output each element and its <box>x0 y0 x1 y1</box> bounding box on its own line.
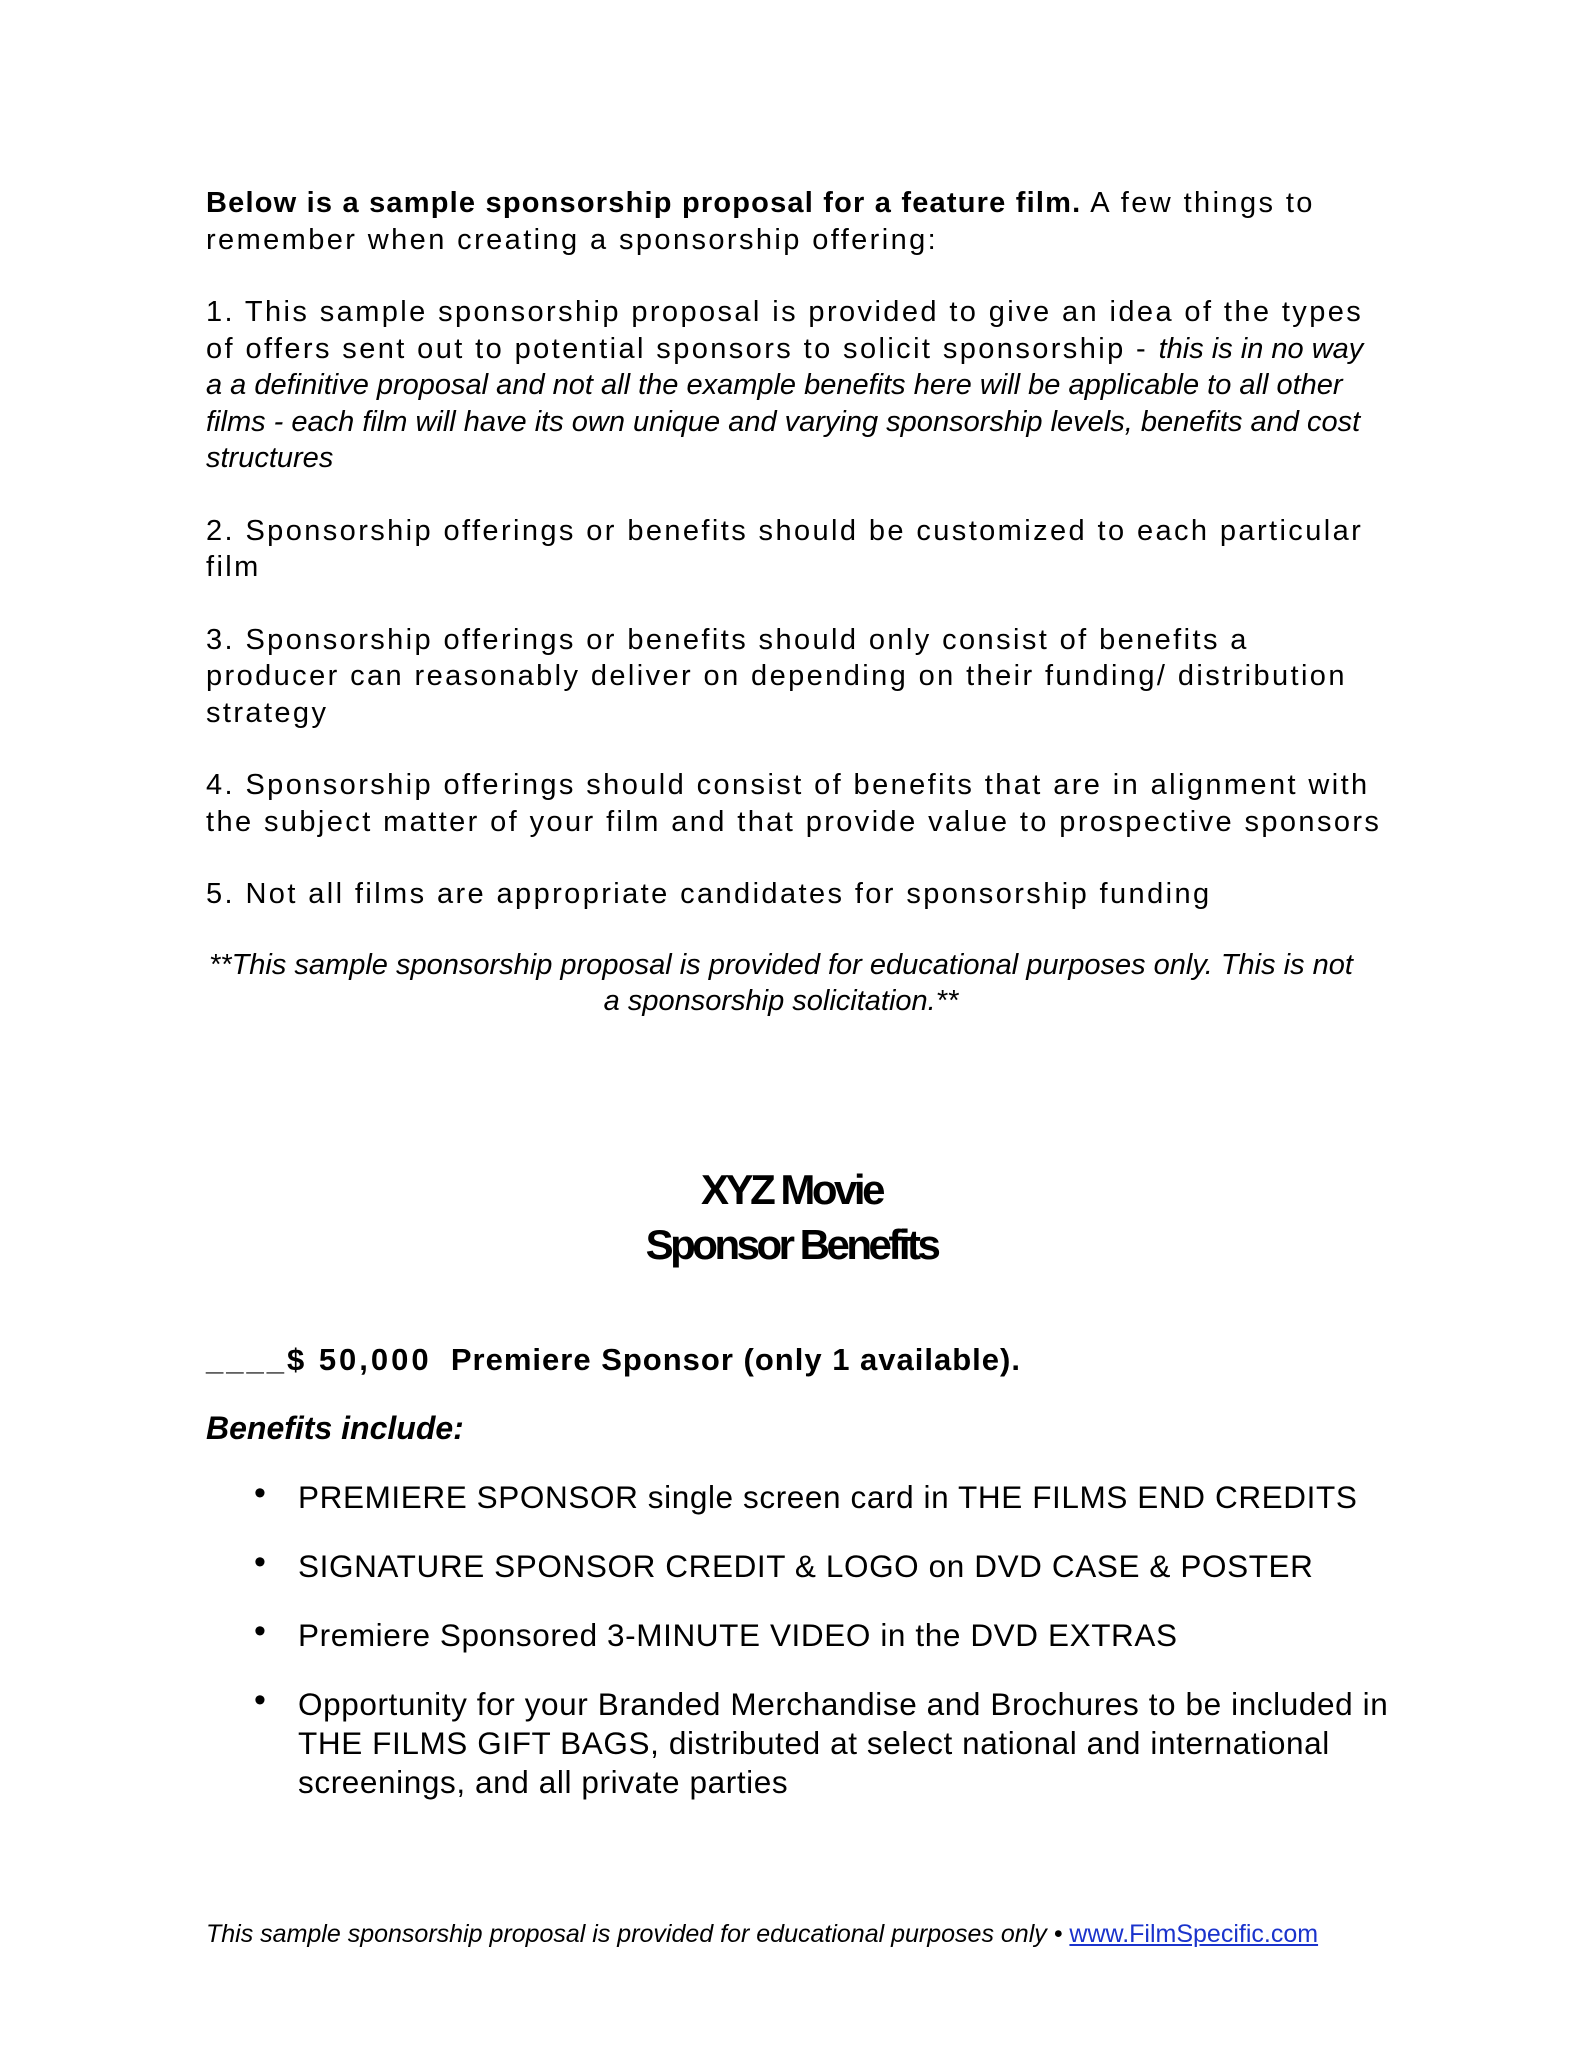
list-item <box>206 1681 1406 1802</box>
sponsor-label: Premiere Sponsor (only 1 available). <box>450 1342 1021 1377</box>
item-text: 5. Not all films are appropriate candidates for sponsorship funding <box>206 878 1212 910</box>
title-line-2: Sponsor Benefits <box>645 1221 938 1268</box>
sponsor-amount: ____$ 50,000 <box>206 1342 432 1377</box>
list-item-1 <box>206 294 1386 477</box>
item-text: 2. Sponsorship offerings or benefits should be customized to each particular film <box>206 514 1364 583</box>
list-item <box>206 1612 1406 1655</box>
bullet-icon: • <box>254 1474 267 1512</box>
benefits-list <box>206 1474 1406 1832</box>
intro-paragraph <box>206 185 1386 258</box>
benefits-heading: Benefits include: <box>206 1410 464 1446</box>
list-item <box>206 1543 1406 1586</box>
title-line-1: XYZ Movie <box>701 1166 882 1213</box>
footer-link[interactable]: www.FilmSpecific.com <box>1069 1920 1319 1948</box>
intro-rest: A few things to remember when creating a sponsorship offering: <box>206 187 1315 256</box>
benefit-text: PREMIERE SPONSOR single screen card in THE FILMS END CREDITS <box>298 1479 1358 1515</box>
bullet-icon: • <box>254 1543 267 1581</box>
disclaimer: **This sample sponsorship proposal is provided for educational purposes only. This is not a sponsorship solicitation.** <box>209 948 1353 1017</box>
benefit-text: Opportunity for your Branded Merchandise and Brochures to be included in THE FILMS GIFT BAGS, distributed at select national and international screenings, and all private parties <box>298 1686 1389 1800</box>
footer-text: This sample sponsorship proposal is provided for educational purposes only • <box>206 1920 1063 1948</box>
page-title <box>0 1162 1583 1272</box>
list-item-4 <box>206 767 1386 840</box>
list-item-3 <box>206 622 1386 732</box>
footer <box>206 1920 1318 1949</box>
item-text: 3. Sponsorship offerings or benefits should only consist of benefits a producer can reasonably deliver on depending on their funding/ distribution strategy <box>206 623 1347 729</box>
sponsor-level <box>206 1342 1021 1378</box>
benefit-text: Premiere Sponsored 3-MINUTE VIDEO in the DVD EXTRAS <box>298 1617 1178 1653</box>
list-item-2 <box>206 513 1386 586</box>
list-item <box>206 1474 1406 1517</box>
intro-bold: Below is a sample sponsorship proposal for a feature film. <box>206 187 1082 219</box>
item-italic: this is in no way a a definitive proposal and not all the example benefits here will be applicable to all other films - each film will have its own unique and varying sponsorship levels, benefits and cost structures <box>206 332 1364 474</box>
bullet-icon: • <box>254 1681 267 1719</box>
benefit-text: SIGNATURE SPONSOR CREDIT & LOGO on DVD CASE & POSTER <box>298 1548 1314 1584</box>
list-item-5 <box>206 876 1386 913</box>
item-text: 4. Sponsorship offerings should consist of benefits that are in alignment with the subject matter of your film and that provide value to prospective sponsors <box>206 769 1382 838</box>
item-text: 1. This sample sponsorship proposal is provided to give an idea of the types of offers sent out to potential sponsors to solicit sponsorship - <box>206 296 1364 365</box>
document-body <box>206 185 1386 1020</box>
bullet-icon: • <box>254 1612 267 1650</box>
